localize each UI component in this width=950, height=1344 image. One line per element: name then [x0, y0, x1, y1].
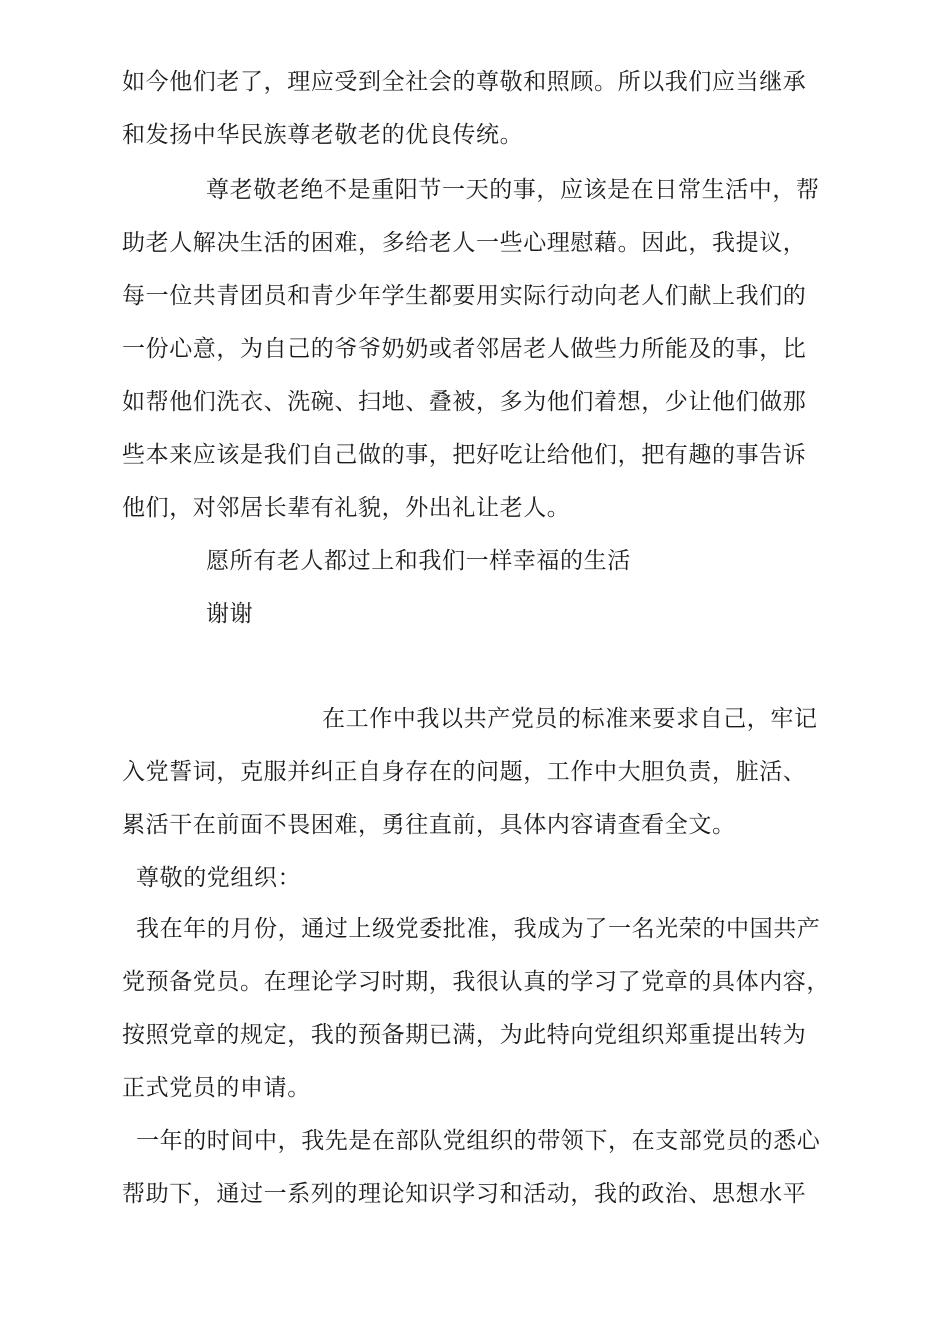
- s1-para2-line-7: 他们，对邻居长辈有礼貌，外出礼让老人。: [122, 495, 571, 521]
- s1-para2-line-6: 些本来应该是我们自己做的事，把好吃让给他们，把有趣的事告诉: [122, 442, 807, 468]
- s1-para2-line-2: 助老人解决生活的困难，多给老人一些心理慰藉。因此，我提议，: [122, 230, 807, 256]
- s1-para1-line-2: 和发扬中华民族尊老敬老的优良传统。: [122, 122, 524, 148]
- s2-para1-line-1: 我在年的月份，通过上级党委批准，我成为了一名光荣的中国共产: [136, 916, 821, 942]
- s1-para2-line-1: 尊老敬老绝不是重阳节一天的事，应该是在日常生活中，帮: [206, 177, 820, 203]
- s1-para2-line-5: 如帮他们洗衣、洗碗、扫地、叠被，多为他们着想，少让他们做那: [122, 389, 807, 415]
- s2-intro-line-1: 在工作中我以共产党员的标准来要求自己，牢记: [322, 706, 818, 732]
- s2-para1-line-4: 正式党员的申请。: [122, 1075, 311, 1101]
- s2-para2-line-1: 一年的时间中，我先是在部队党组织的带领下，在支部党员的悉心: [136, 1128, 821, 1154]
- s1-para2-line-3: 每一位共青团员和青少年学生都要用实际行动向老人们献上我们的: [122, 283, 807, 309]
- s2-intro-line-2: 入党誓词，克服并纠正自身存在的问题，工作中大胆负责，脏活、: [122, 759, 807, 785]
- s1-para1-line-1: 如今他们老了，理应受到全社会的尊敬和照顾。所以我们应当继承: [122, 69, 807, 95]
- s2-para2-line-2: 帮助下，通过一系列的理论知识学习和活动，我的政治、思想水平: [122, 1181, 807, 1207]
- closing-thanks: 谢谢: [206, 601, 254, 627]
- salutation: 尊敬的党组织：: [136, 865, 302, 891]
- s1-para2-line-4: 一份心意，为自己的爷爷奶奶或者邻居老人做些力所能及的事，比: [122, 336, 807, 362]
- closing-wish: 愿所有老人都过上和我们一样幸福的生活: [206, 548, 631, 574]
- s2-para1-line-3: 按照党章的规定，我的预备期已满，为此特向党组织郑重提出转为: [122, 1022, 807, 1048]
- s2-intro-line-3: 累活干在前面不畏困难，勇往直前，具体内容请查看全文。: [122, 812, 736, 838]
- s2-para1-line-2: 党预备党员。在理论学习时期，我很认真的学习了党章的具体内容，: [122, 969, 830, 995]
